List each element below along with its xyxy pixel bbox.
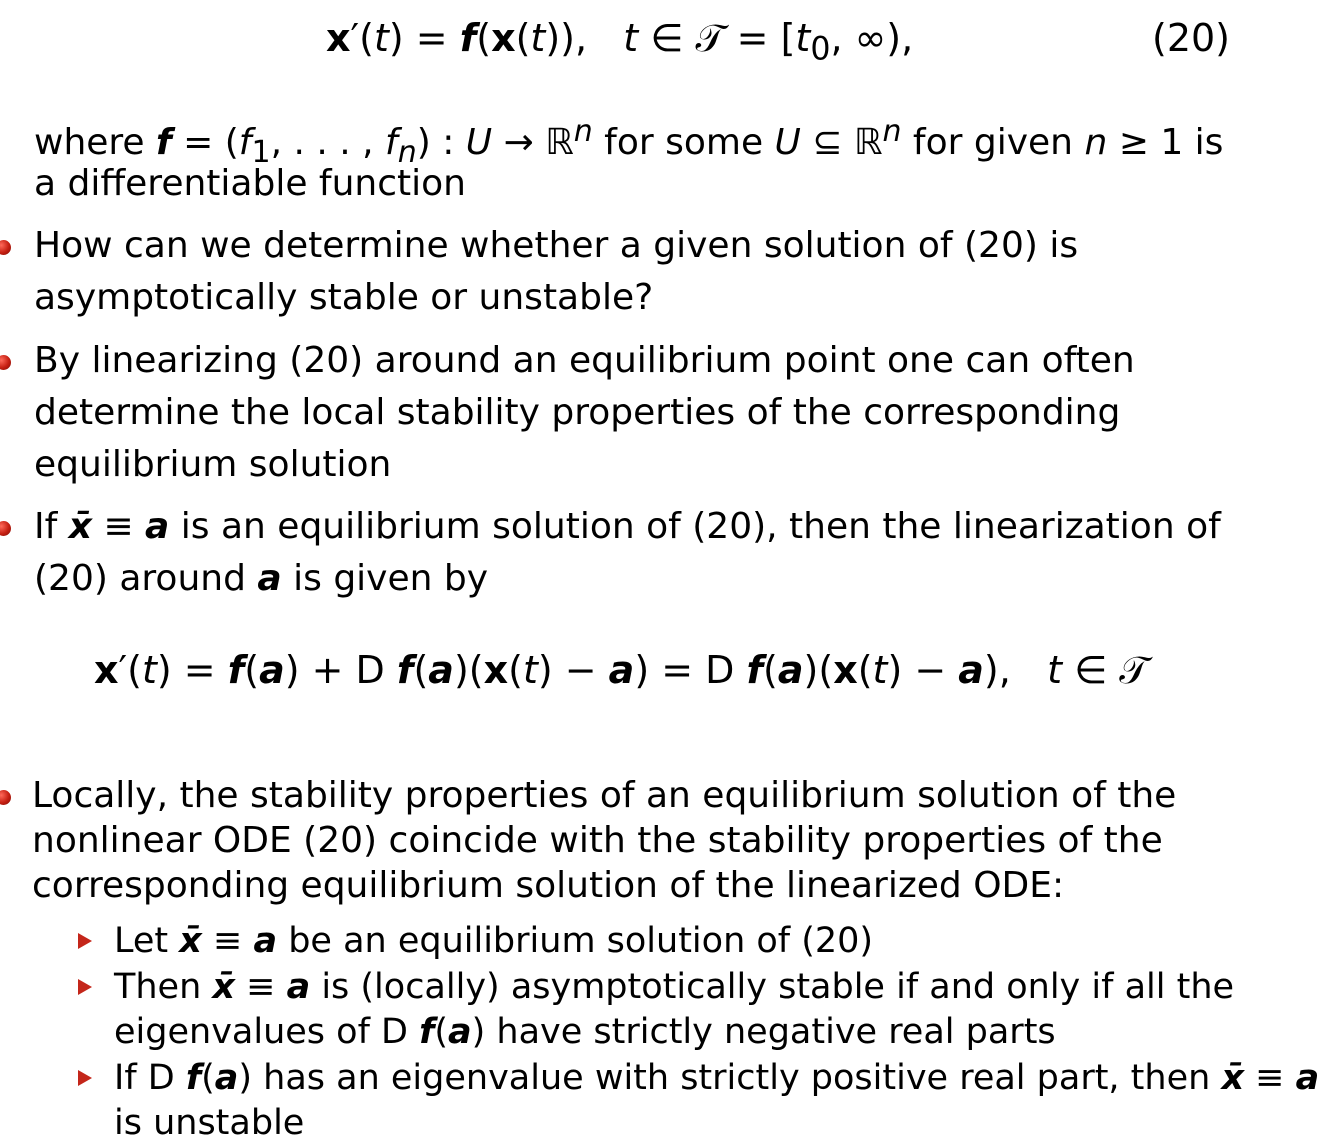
where-line-2: a differentiable function [34,163,466,204]
subitem-1-line-1: Let x̄ ≡ a be an equilibrium solution of (20) [114,921,874,961]
where-line-1: where $f = (f_1$, . . . , $f_n$) : U → ℝ$^n$ for some U ⊆ ℝ$^n$ for given n ≥ 1 is [34,114,1224,171]
bullet-marker [0,240,11,255]
subitem-3-line-1: If D f(a) has an eigenvalue with strictly positive real part, then x̄ ≡ a [114,1058,1319,1098]
bullet-3-line-2: (20) around a is given by [34,558,489,599]
subitem-2-line-1: Then x̄ ≡ a is (locally) asymptotically stable if and only if all the [114,967,1235,1007]
equation-linearized: x′(t) = f(a) + D f(a)(x(t) − a) = D f(a)(x(t) − a), t ∈ 𝒯 [94,648,1149,692]
equation-20: x′(t) = f(x(t)), t ∈ 𝒯 = [$t_0$, ∞), [326,16,914,68]
bullet-2-line-2: determine the local stability properties of the corresponding [34,392,1121,433]
equation-20-label: (20) [1152,16,1231,60]
bullet-4-line-3: corresponding equilibrium solution of the linearized ODE: [32,865,1065,906]
bullet-marker [0,790,11,805]
bullet-marker [0,355,11,370]
triangle-bullet-icon [78,933,92,949]
subitem-3-line-2: is unstable [114,1103,305,1143]
triangle-bullet-icon [78,979,92,995]
bullet-2-line-3: equilibrium solution [34,444,392,485]
bullet-4-line-1: Locally, the stability properties of an equilibrium solution of the [32,775,1177,816]
bullet-3-line-1: If x̄ ≡ a is an equilibrium solution of (20), then the linearization of [34,506,1221,547]
bullet-1-line-2: asymptotically stable or unstable? [34,277,654,318]
bullet-2-line-1: By linearizing (20) around an equilibrium point one can often [34,340,1135,381]
bullet-marker [0,521,11,536]
triangle-bullet-icon [78,1070,92,1086]
bullet-1-line-1: How can we determine whether a given solution of (20) is [34,225,1079,266]
bullet-4-line-2: nonlinear ODE (20) coincide with the stability properties of the [32,820,1163,861]
subitem-2-line-2: eigenvalues of D f(a) have strictly negative real parts [114,1012,1056,1052]
